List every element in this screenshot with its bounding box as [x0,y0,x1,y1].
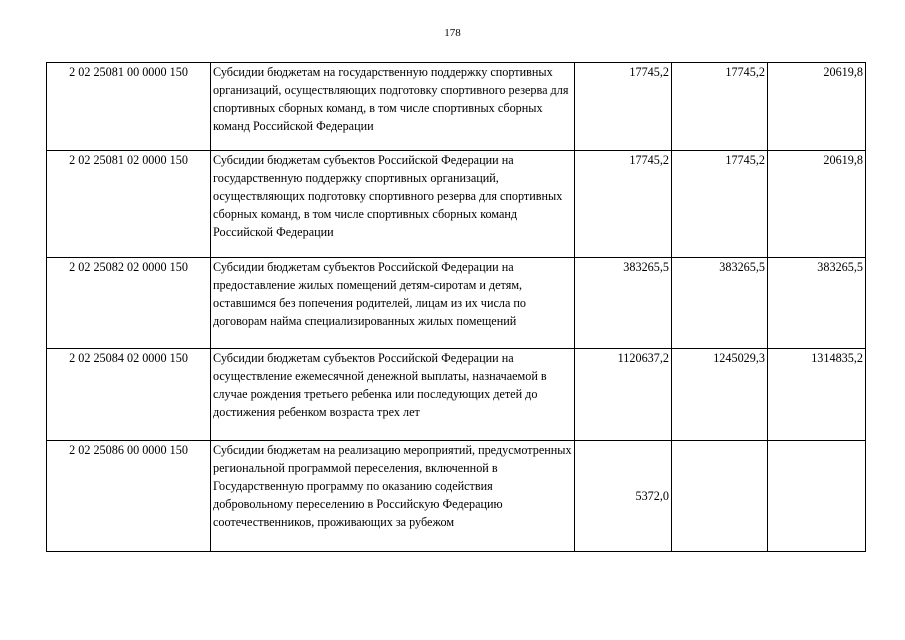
amount-year-1: 5372,0 [575,441,672,552]
amount-year-2: 17745,2 [672,63,768,151]
amount-year-1: 383265,5 [575,258,672,349]
income-description: Субсидии бюджетам на реализацию мероприятий, предусмотренных региональной программой переселения, включенной в Государственную программу по оказанию содействия добровольному переселению в Российскую Федерацию соотечественников, проживающих за рубежом [211,441,575,552]
amount-year-3: 1314835,2 [768,349,866,441]
income-code: 2 02 25086 00 0000 150 [47,441,211,552]
amount-year-1: 17745,2 [575,151,672,258]
amount-year-2: 17745,2 [672,151,768,258]
table-row [47,151,866,258]
page-number: 178 [444,27,461,39]
amount-year-1: 1120637,2 [575,349,672,441]
amount-year-2: 383265,5 [672,258,768,349]
income-code: 2 02 25082 02 0000 150 [47,258,211,349]
income-description: Субсидии бюджетам субъектов Российской Федерации на государственную поддержку спортивных организаций, осуществляющих подготовку спортивного резерва для спортивных сборных команд, в том числе спортивных сборных команд Российской Федерации [211,151,575,258]
income-description: Субсидии бюджетам на государственную поддержку спортивных организаций, осуществляющих подготовку спортивного резерва для спортивных сборных команд, в том числе спортивных сборных команд Российской Федерации [211,63,575,151]
amount-year-3 [768,441,866,552]
income-code: 2 02 25084 02 0000 150 [47,349,211,441]
amount-year-3: 20619,8 [768,63,866,151]
table-row [47,63,866,151]
budget-table [46,62,866,552]
table-row [47,349,866,441]
income-description: Субсидии бюджетам субъектов Российской Федерации на предоставление жилых помещений детям-сиротам и детям, оставшимся без попечения родителей, лицам из их числа по договорам найма специализированных жилых помещений [211,258,575,349]
amount-year-3: 20619,8 [768,151,866,258]
income-code: 2 02 25081 00 0000 150 [47,63,211,151]
amount-year-1: 17745,2 [575,63,672,151]
amount-year-3: 383265,5 [768,258,866,349]
table-row [47,258,866,349]
table-row [47,441,866,552]
amount-year-2 [672,441,768,552]
income-code: 2 02 25081 02 0000 150 [47,151,211,258]
amount-year-2: 1245029,3 [672,349,768,441]
income-description: Субсидии бюджетам субъектов Российской Федерации на осуществление ежемесячной денежной выплаты, назначаемой в случае рождения третьего ребенка или последующих детей до достижения ребенком возраста трех лет [211,349,575,441]
